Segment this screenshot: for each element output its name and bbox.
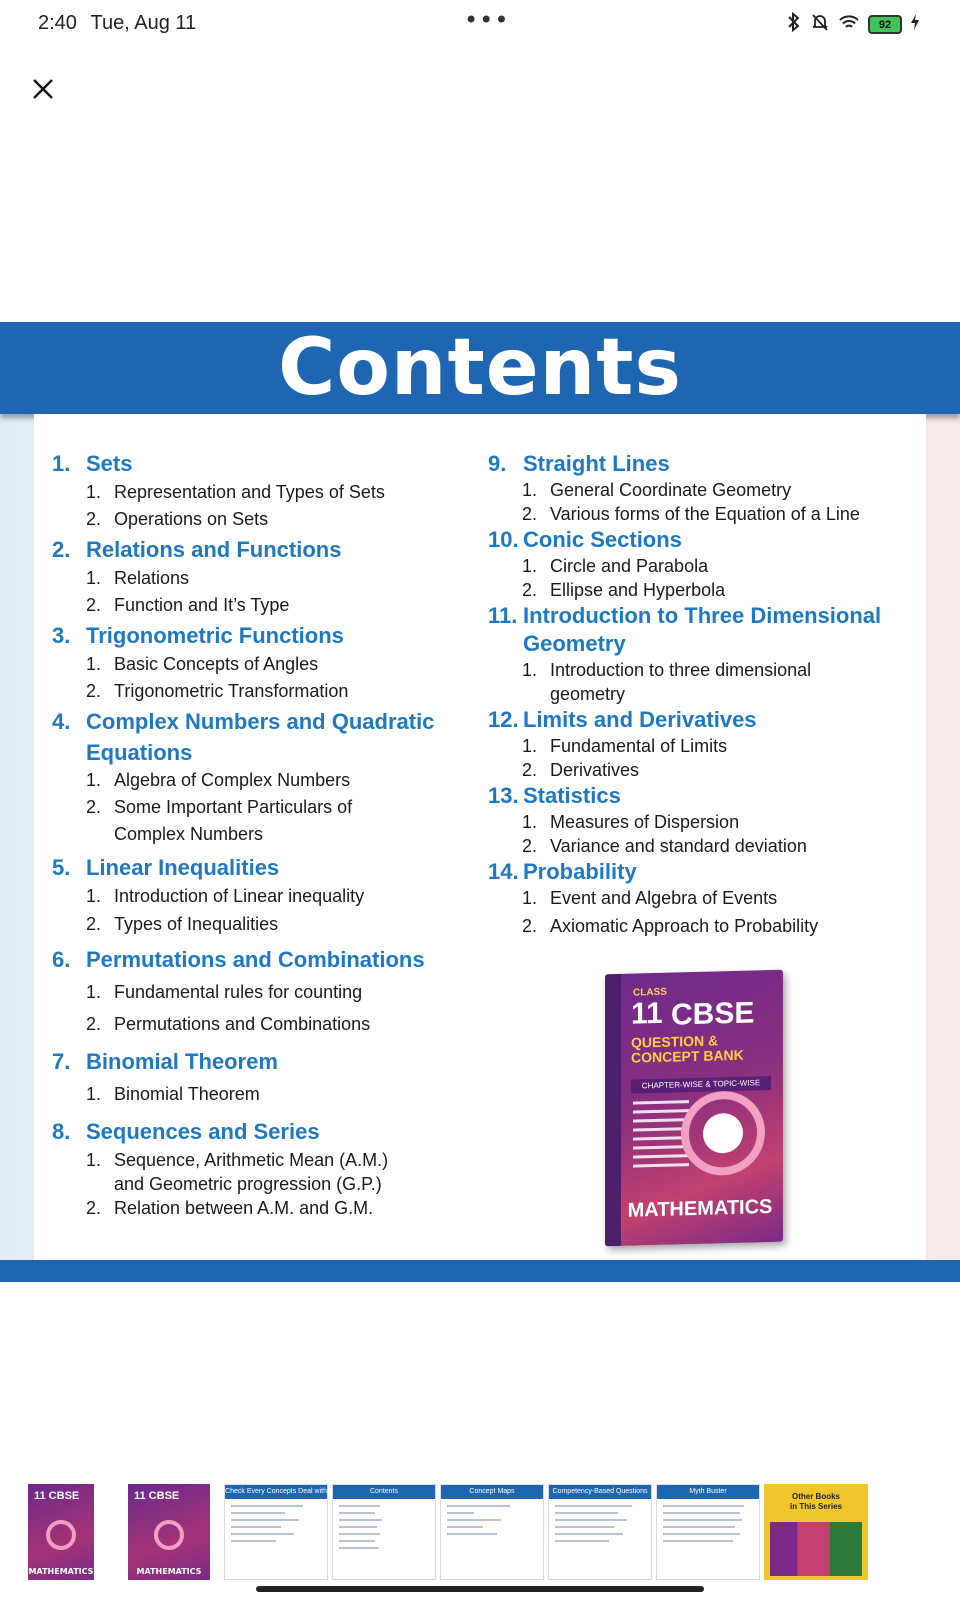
thumbnail-strip xyxy=(24,1484,924,1580)
topic-number: 1. xyxy=(86,568,102,588)
topic-number: 1. xyxy=(522,660,538,680)
chapter-heading xyxy=(488,858,637,886)
thumbnail-label: MATHEMATICS xyxy=(28,1567,94,1576)
home-indicator[interactable] xyxy=(256,1586,704,1592)
chapter-title: Trigonometric Functions xyxy=(86,623,344,648)
topic-item xyxy=(522,658,811,706)
chapter-heading xyxy=(488,526,682,554)
topic-number: 2. xyxy=(86,1014,102,1034)
book-class-label: CLASS xyxy=(633,986,667,999)
chapter-title-line: Complex Numbers and Quadratic xyxy=(86,709,435,734)
thumbnail-label xyxy=(764,1484,868,1512)
thumbnail-text-lines xyxy=(441,1499,543,1546)
topic-number: 1. xyxy=(522,480,538,500)
topic-number: 2. xyxy=(86,914,102,934)
topic-item xyxy=(522,502,860,526)
book-subject: MATHEMATICS xyxy=(627,1195,773,1222)
topic-text: Binomial Theorem xyxy=(114,1084,260,1104)
topic-text: Relation between A.M. and G.M. xyxy=(114,1198,374,1218)
topic-number: 1. xyxy=(86,982,102,1002)
topic-item xyxy=(86,980,362,1004)
chapter-title-line: Geometry xyxy=(523,631,626,656)
thumbnail-3[interactable] xyxy=(224,1484,328,1580)
mute-bell-icon xyxy=(810,12,830,37)
thumbnail-label: Competency-Based Questions xyxy=(549,1485,651,1499)
chapter-title xyxy=(523,602,881,658)
topic-number: 1. xyxy=(86,1150,102,1170)
contents-banner xyxy=(0,322,960,414)
topic-text: Various forms of the Equation of a Line xyxy=(550,504,860,524)
thumbnail-4[interactable] xyxy=(332,1484,436,1580)
book-board: CBSE xyxy=(671,996,755,1032)
topic-text: Function and It’s Type xyxy=(114,595,290,615)
topic-item xyxy=(86,480,385,504)
topic-item xyxy=(522,578,725,602)
topic-text xyxy=(550,658,811,706)
status-date: Tue, Aug 11 xyxy=(90,12,197,34)
book-class-number: 11 xyxy=(631,996,663,1031)
book-cover-image xyxy=(605,970,783,1247)
topic-text-line: Some Important Particulars of xyxy=(114,797,353,817)
chapter-title: Binomial Theorem xyxy=(86,1049,278,1074)
topic-number: 1. xyxy=(86,1084,102,1104)
battery-icon: 92 xyxy=(868,15,902,34)
topic-item xyxy=(86,566,189,590)
thumbnail-label-line: Other Books xyxy=(791,1492,840,1501)
chapter-title: Linear Inequalities xyxy=(86,855,280,880)
thumbnail-label: 11 CBSE xyxy=(134,1490,180,1502)
topic-text: Trigonometric Transformation xyxy=(114,681,349,701)
topic-text: Derivatives xyxy=(550,760,640,780)
topic-text-line: Introduction to three dimensional xyxy=(550,660,812,680)
chapter-number: 5. xyxy=(52,855,71,880)
topic-text-line: geometry xyxy=(550,684,626,704)
topic-text: Basic Concepts of Angles xyxy=(114,654,319,674)
topic-text: Fundamental of Limits xyxy=(550,736,728,756)
topic-text: Axiomatic Approach to Probability xyxy=(550,916,819,936)
chapter-heading xyxy=(488,782,621,810)
topic-number: 2. xyxy=(86,595,102,615)
topic-item xyxy=(522,834,807,858)
chapter-title: Probability xyxy=(523,859,637,884)
chapter-number: 3. xyxy=(52,623,71,648)
topic-text: Relations xyxy=(114,568,190,588)
chapter-heading xyxy=(52,854,279,882)
topic-number: 2. xyxy=(522,760,538,780)
topic-item xyxy=(86,507,268,531)
thumbnail-label: Concept Maps xyxy=(441,1485,543,1499)
topic-number: 2. xyxy=(522,504,538,524)
topic-text: Fundamental rules for counting xyxy=(114,982,363,1002)
chapter-heading xyxy=(52,536,341,564)
topic-text: Operations on Sets xyxy=(114,509,269,529)
chapter-title: Statistics xyxy=(523,783,621,808)
chapter-number: 12. xyxy=(488,707,519,732)
page-bottom-bar xyxy=(0,1260,960,1282)
chapter-title-line: Equations xyxy=(86,740,193,765)
topic-item xyxy=(86,1012,370,1036)
thumbnail-text-lines xyxy=(333,1499,435,1560)
bluetooth-icon xyxy=(786,12,802,37)
topic-number: 1. xyxy=(522,556,538,576)
topic-text: General Coordinate Geometry xyxy=(550,480,792,500)
chapter-number: 10. xyxy=(488,527,519,552)
topic-item xyxy=(522,734,727,758)
topic-text: Algebra of Complex Numbers xyxy=(114,770,351,790)
topic-number: 1. xyxy=(522,888,538,908)
chapter-title: Straight Lines xyxy=(523,451,670,476)
chapter-number: 9. xyxy=(488,451,507,476)
topic-number: 1. xyxy=(522,736,538,756)
topic-text: Circle and Parabola xyxy=(550,556,709,576)
topic-text: Measures of Dispersion xyxy=(550,812,740,832)
topic-item xyxy=(86,1082,260,1106)
thumbnail-text-lines xyxy=(225,1499,327,1553)
chapter-title: Sequences and Series xyxy=(86,1119,320,1144)
topic-number: 1. xyxy=(86,482,102,502)
topic-item xyxy=(86,912,278,936)
chapter-number: 1. xyxy=(52,451,71,476)
topic-number: 2. xyxy=(522,580,538,600)
topic-text xyxy=(114,1148,388,1196)
chapter-title-line: Introduction to Three Dimensional xyxy=(523,603,882,628)
thumbnail-label: 11 CBSE xyxy=(34,1490,80,1502)
topic-number: 2. xyxy=(86,509,102,529)
book-series-line: QUESTION & xyxy=(631,1032,719,1051)
chapter-heading xyxy=(52,622,344,650)
topic-item xyxy=(522,914,818,938)
topic-item xyxy=(522,758,639,782)
multitask-dots[interactable]: ••• xyxy=(464,6,510,34)
charging-icon xyxy=(910,13,920,36)
topic-item xyxy=(522,810,739,834)
topic-text: Representation and Types of Sets xyxy=(114,482,385,502)
thumbnail-1[interactable] xyxy=(28,1484,94,1580)
chapter-number: 6. xyxy=(52,947,71,972)
topic-number: 2. xyxy=(522,836,538,856)
chapter-heading xyxy=(52,946,425,974)
topic-number: 1. xyxy=(86,654,102,674)
topic-item xyxy=(86,593,289,617)
topic-number: 2. xyxy=(86,681,102,701)
chapter-heading xyxy=(52,1118,320,1146)
wifi-icon xyxy=(838,13,860,36)
topic-text: Types of Inequalities xyxy=(114,914,279,934)
chapter-heading xyxy=(488,450,670,478)
thumbnail-text-lines xyxy=(549,1499,651,1553)
topic-item xyxy=(86,652,318,676)
q-logo-icon xyxy=(46,1520,76,1550)
status-bar xyxy=(0,0,960,48)
topic-text-line: Sequence, Arithmetic Mean (A.M.) xyxy=(114,1150,389,1170)
chapter-heading xyxy=(52,708,434,770)
thumbnail-7[interactable] xyxy=(656,1484,760,1580)
topic-text: Ellipse and Hyperbola xyxy=(550,580,726,600)
q-logo-icon xyxy=(154,1520,184,1550)
chapter-heading xyxy=(488,602,881,658)
chapter-number: 7. xyxy=(52,1049,71,1074)
thumbnail-label: Contents xyxy=(333,1485,435,1499)
thumbnail-label: Check Every Concepts Deal with xyxy=(225,1485,327,1499)
status-clock: 2:40 xyxy=(38,12,77,34)
chapter-heading xyxy=(52,1048,278,1076)
thumbnail-label: Myth Buster xyxy=(657,1485,759,1499)
page-title: Contents xyxy=(278,323,682,413)
thumbnail-6[interactable] xyxy=(548,1484,652,1580)
thumbnail-label-line: in This Series xyxy=(789,1502,843,1511)
topic-number: 1. xyxy=(86,886,102,906)
topic-item xyxy=(522,478,791,502)
topic-number: 2. xyxy=(86,797,102,817)
chapter-title: Relations and Functions xyxy=(86,537,342,562)
thumbnail-2[interactable] xyxy=(128,1484,210,1580)
chapter-number: 11. xyxy=(488,603,518,628)
topic-text: Permutations and Combinations xyxy=(114,1014,371,1034)
topic-item xyxy=(86,1196,373,1220)
topic-item xyxy=(86,679,348,703)
topic-text xyxy=(114,795,352,849)
chapter-title xyxy=(86,708,434,770)
thumbnail-label: MATHEMATICS xyxy=(136,1567,202,1576)
book-spine xyxy=(605,974,621,1246)
topic-text: Variance and standard deviation xyxy=(550,836,807,856)
topic-text: Introduction of Linear inequality xyxy=(114,886,365,906)
chapter-number: 14. xyxy=(488,859,519,884)
chapter-heading xyxy=(52,450,132,478)
topic-item xyxy=(86,795,352,849)
chapter-number: 13. xyxy=(488,783,519,808)
topic-text-line: and Geometric progression (G.P.) xyxy=(114,1174,382,1194)
thumbnail-text-lines xyxy=(657,1499,759,1553)
chapter-title: Limits and Derivatives xyxy=(523,707,757,732)
topic-item xyxy=(86,768,350,792)
chapter-heading xyxy=(488,706,757,734)
topic-item xyxy=(86,1148,388,1196)
chapter-number: 8. xyxy=(52,1119,71,1144)
book-series xyxy=(631,1033,744,1066)
topic-number: 1. xyxy=(522,812,538,832)
status-icons xyxy=(786,12,920,37)
topic-text-line: Complex Numbers xyxy=(114,824,264,844)
book-strip: CHAPTER-WISE & TOPIC-WISE xyxy=(631,1076,771,1094)
status-time xyxy=(38,12,196,35)
chapter-number: 4. xyxy=(52,709,71,734)
thumbnail-8[interactable] xyxy=(764,1484,868,1580)
book-series-line: CONCEPT BANK xyxy=(631,1046,744,1066)
thumbnail-5[interactable] xyxy=(440,1484,544,1580)
chapter-title: Conic Sections xyxy=(523,527,682,552)
topic-item xyxy=(86,884,364,908)
topic-text: Event and Algebra of Events xyxy=(550,888,778,908)
topic-number: 2. xyxy=(522,916,538,936)
chapter-title: Sets xyxy=(86,451,133,476)
topic-item xyxy=(522,886,777,910)
topic-number: 2. xyxy=(86,1198,102,1218)
chapter-title: Permutations and Combinations xyxy=(86,947,425,972)
chapter-number: 2. xyxy=(52,537,71,562)
topic-number: 1. xyxy=(86,770,102,790)
close-button[interactable] xyxy=(26,72,60,106)
close-icon xyxy=(26,72,60,106)
topic-item xyxy=(522,554,708,578)
series-books-image xyxy=(770,1522,862,1576)
